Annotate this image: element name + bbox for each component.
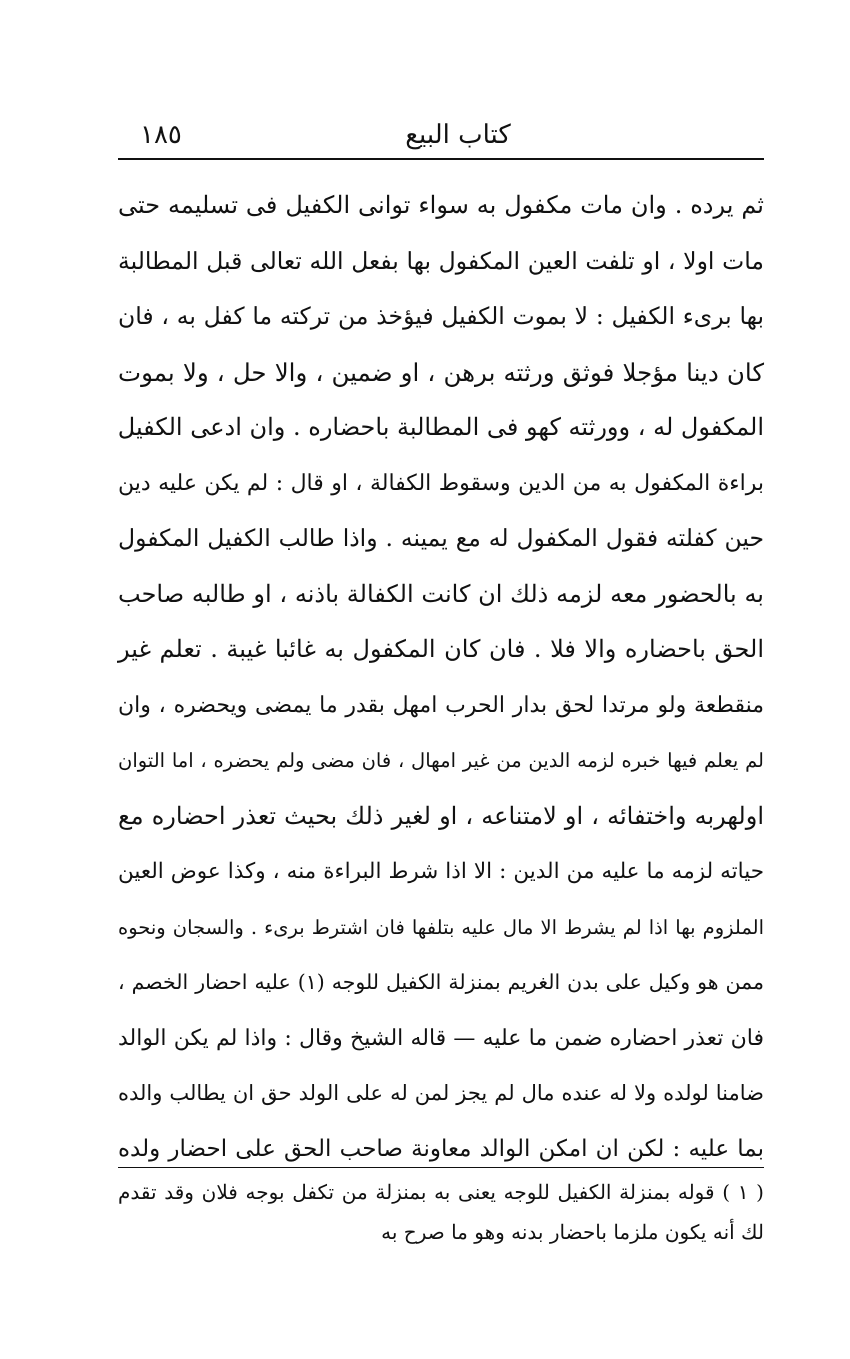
text-line: لم يعلم فيها خبره لزمه الدين من غير امهال ، فان مضى ولم يحضره ، اما التوان xyxy=(118,749,764,772)
text-line: بما عليه : لكن ان امكن الوالد معاونة صاحب الحق على احضار ولده xyxy=(118,1135,764,1162)
footnote-line: ( ١ ) قوله بمنزلة الكفيل للوجه يعنى به بمنزلة من تكفل بوجه فلان وقد تقدم xyxy=(118,1180,764,1204)
body-text xyxy=(118,178,764,1177)
running-title: كتاب البيع xyxy=(405,120,511,150)
text-line: كان دينا مؤجلا فوثق ورثته برهن ، او ضمين ، والا حل ، ولا بموت xyxy=(118,357,764,387)
text-line: به بالحضور معه لزمه ذلك ان كانت الكفالة باذنه ، او طالبه صاحب xyxy=(118,579,764,608)
text-line: ضامنا لولده ولا له عنده مال لم يجز لمن له على الولد حق ان يطالب والده xyxy=(118,1081,764,1105)
header-rule xyxy=(118,158,764,160)
text-line: المكفول له ، وورثته كهو فى المطالبة باحضاره . وان ادعى الكفيل xyxy=(117,413,764,441)
text-line: ممن هو وكيل على بدن الغريم بمنزلة الكفيل للوجه (١) عليه احضار الخصم ، xyxy=(118,970,764,994)
text-line: الحق باحضاره والا فلا . فان كان المكفول به غائبا غيبة . تعلم غير xyxy=(118,635,764,663)
footnote-line: لك أنه يكون ملزما باحضار بدنه وهو ما صرح به xyxy=(381,1220,764,1244)
text-line: مات اولا ، او تلفت العين المكفول بها بفعل الله تعالى قبل المطالبة xyxy=(118,246,764,275)
text-line: فان تعذر احضاره ضمن ما عليه — قاله الشيخ وقال : واذا لم يكن الوالد xyxy=(118,1025,764,1051)
text-line: اولهربه واختفائه ، او لامتناعه ، او لغير ذلك بحيث تعذر احضاره مع xyxy=(118,801,764,830)
text-line: براءة المكفول به من الدين وسقوط الكفالة ، او قال : لم يكن عليه دين xyxy=(118,470,764,496)
text-line: ثم يرده . وان مات مكفول به سواء توانى الكفيل فى تسليمه حتى xyxy=(118,191,764,219)
footnote-rule xyxy=(118,1167,764,1168)
text-line: حياته لزمه ما عليه من الدين : الا اذا شرط البراءة منه ، وكذا عوض العين xyxy=(118,859,764,884)
text-line: الملزوم بها اذا لم يشرط الا مال عليه بتلفها فان اشترط برىء . والسجان ونحوه xyxy=(118,915,764,939)
text-line: حين كفلته فقول المكفول له مع يمينه . واذا طالب الكفيل المكفول xyxy=(118,524,764,552)
text-line: منقطعة ولو مرتدا لحق بدار الحرب امهل بقدر ما يمضى ويحضره ، وان xyxy=(118,692,764,718)
footnote-block xyxy=(118,1172,764,1252)
text-line: بها برىء الكفيل : لا بموت الكفيل فيؤخذ من تركته ما كفل به ، فان xyxy=(118,302,764,330)
page-number: ١٨٥ xyxy=(140,120,182,150)
page-header xyxy=(118,120,763,160)
